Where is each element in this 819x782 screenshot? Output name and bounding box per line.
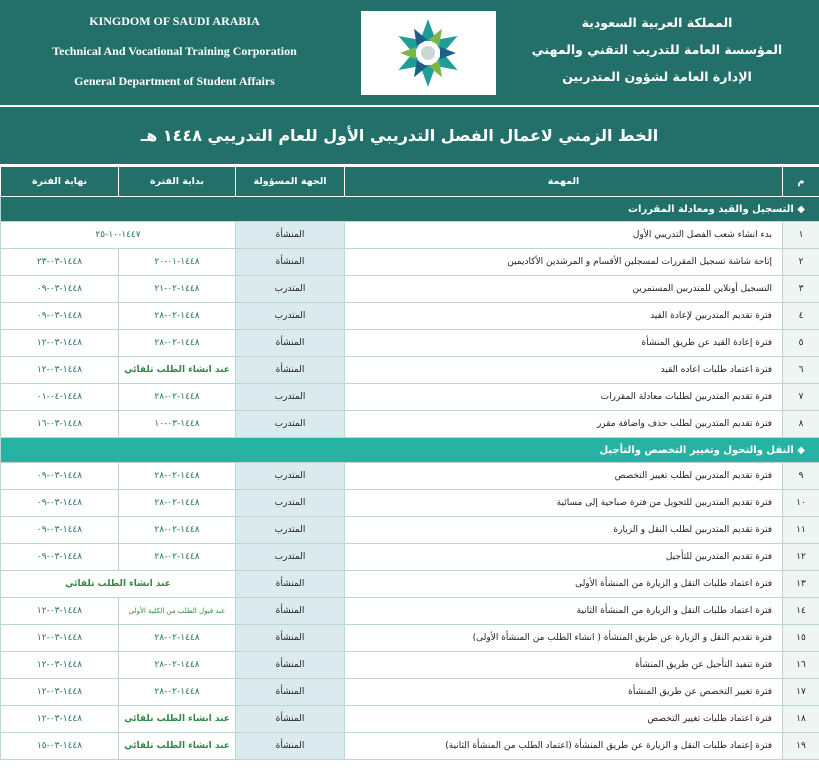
period-end-cell: ١٤٤٨-٠٣-١٢	[1, 357, 119, 384]
row-number-cell: ١٩	[783, 733, 819, 760]
period-end-cell: ١٤٤٨-٠٣-١٢	[1, 652, 119, 679]
period-end-cell: ١٤٤٨-٠٣-١٦	[1, 411, 119, 438]
page-title-text: الخط الزمني لاعمال الفصل التدريبي الأول للعام التدريبي ١٤٤٨ هـ	[140, 126, 659, 145]
row-number-cell: ١٥	[783, 625, 819, 652]
task-cell: فترة تقديم المتدربين لطلب حذف واضافة مقرر	[345, 411, 783, 438]
row-number-cell: ١	[783, 222, 819, 249]
period-end-cell: ١٤٤٨-٠٣-١٥	[1, 733, 119, 760]
row-number-cell: ١٦	[783, 652, 819, 679]
diamond-icon: ◆	[793, 203, 805, 215]
row-number-cell: ١٣	[783, 571, 819, 598]
row-number-cell: ١٨	[783, 706, 819, 733]
period-end-cell: ١٤٤٨-٠٣-٠٩	[1, 276, 119, 303]
row-number-cell: ٨	[783, 411, 819, 438]
task-cell: فترة تقديم المتدربين لإعادة القيد	[345, 303, 783, 330]
diamond-icon: ◆	[793, 444, 805, 456]
task-cell: التسجيل أونلاين للمتدربين المستمرين	[345, 276, 783, 303]
period-start-cell: ١٤٤٨-٠٢-٢١	[119, 276, 236, 303]
section-title: النقل والتحول وتغيير التخصص والتأجيل	[599, 444, 794, 456]
period-start-cell: ١٤٤٨-٠٢-٢٨	[119, 303, 236, 330]
period-end-cell: ١٤٤٨-٠٣-٠٩	[1, 303, 119, 330]
period-start-cell: ١٤٤٨-٠٣-١٠	[119, 411, 236, 438]
table-row	[1, 463, 819, 490]
task-cell: فترة تغيير التخصص عن طريق المنشأة	[345, 679, 783, 706]
period-start-cell: ١٤٤٨-٠٢-٢٨	[119, 544, 236, 571]
table-row	[1, 222, 819, 249]
responsible-cell: المنشأة	[236, 330, 345, 357]
responsible-cell: المنشأة	[236, 625, 345, 652]
table-row	[1, 357, 819, 384]
table-row	[1, 384, 819, 411]
table-row	[1, 652, 819, 679]
responsible-cell: المنشأة	[236, 733, 345, 760]
period-end-cell: ١٤٤٨-٠٣-٢٣	[1, 249, 119, 276]
row-number-cell: ١١	[783, 517, 819, 544]
row-number-cell: ٤	[783, 303, 819, 330]
period-start-cell: عند قبول الطلب من الكلية الأولى	[119, 598, 236, 625]
task-cell: فترة تقديم النقل و الزيارة عن طريق المنشأة ( انشاء الطلب من المنشأة الأولى)	[345, 625, 783, 652]
table-row	[1, 303, 819, 330]
task-cell: فترة اعتماد طلبات النقل و الزيارة من المنشأة الثانية	[345, 598, 783, 625]
period-end-cell: ١٤٤٨-٠٣-١٢	[1, 598, 119, 625]
timeline-table-body	[1, 167, 819, 760]
responsible-cell: المتدرب	[236, 463, 345, 490]
period-end-cell: ١٤٤٨-٠٤-٠١	[1, 384, 119, 411]
task-cell: فترة تقديم المتدربين للتحويل من فترة صباحية إلى مسائية	[345, 490, 783, 517]
period-start-cell: ١٤٤٨-٠٢-٢٨	[119, 625, 236, 652]
task-cell: فترة تقديم المتدربين لطلب النقل و الزيارة	[345, 517, 783, 544]
task-cell: فترة اعتماد طلبات اعاده القيد	[345, 357, 783, 384]
task-cell: فترة إعادة القيد عن طريق المنشأة	[345, 330, 783, 357]
column-start: بداية الفترة	[119, 167, 236, 197]
responsible-cell: المنشأة	[236, 249, 345, 276]
table-row	[1, 571, 819, 598]
responsible-cell: المتدرب	[236, 517, 345, 544]
row-number-cell: ١٢	[783, 544, 819, 571]
period-start-cell: ١٤٤٨-٠٢-٢٨	[119, 490, 236, 517]
english-corporation: Technical And Vocational Training Corporation	[52, 44, 297, 58]
task-cell: فترة إعتماد طلبات النقل و الزيارة عن طريق المنشأة (اعتماد الطلب من المنشأة الثانية)	[345, 733, 783, 760]
column-responsible: الجهة المسؤولة	[236, 167, 345, 197]
section-header-row	[1, 438, 819, 463]
task-cell: فترة تقديم المتدربين لطلبات معادلة المقررات	[345, 384, 783, 411]
period-start-cell: عند انشاء الطلب تلقائي	[119, 357, 236, 384]
responsible-cell: المتدرب	[236, 411, 345, 438]
task-cell: فترة تنفيذ التأجيل عن طريق المنشأة	[345, 652, 783, 679]
table-row	[1, 598, 819, 625]
table-row	[1, 276, 819, 303]
period-end-cell: ١٤٤٨-٠٣-١٢	[1, 679, 119, 706]
row-number-cell: ٣	[783, 276, 819, 303]
table-row	[1, 249, 819, 276]
section-header	[1, 438, 819, 463]
row-number-cell: ٦	[783, 357, 819, 384]
period-merged-cell: ١٤٤٧-١٠-٢٥	[1, 222, 236, 249]
arabic-country: المملكة العربية السعودية	[581, 15, 733, 30]
responsible-cell: المنشأة	[236, 706, 345, 733]
row-number-cell: ١٠	[783, 490, 819, 517]
row-number-cell: ٢	[783, 249, 819, 276]
row-number-cell: ١٧	[783, 679, 819, 706]
column-header-row	[1, 167, 819, 197]
period-merged-cell: عند انشاء الطلب تلقائي	[1, 571, 236, 598]
table-row	[1, 330, 819, 357]
task-cell: فترة اعتماد طلبات تغيير التخصص	[345, 706, 783, 733]
row-number-cell: ٩	[783, 463, 819, 490]
responsible-cell: المتدرب	[236, 544, 345, 571]
responsible-cell: المنشأة	[236, 679, 345, 706]
period-end-cell: ١٤٤٨-٠٣-٠٩	[1, 490, 119, 517]
period-start-cell: عند انشاء الطلب تلقائي	[119, 706, 236, 733]
row-number-cell: ٧	[783, 384, 819, 411]
column-task: المهمة	[345, 167, 783, 197]
task-cell: فترة اعتماد طلبات النقل و الزيارة من المنشأة الأولى	[345, 571, 783, 598]
table-row	[1, 625, 819, 652]
period-start-cell: ١٤٤٨-٠٢-٢٨	[119, 330, 236, 357]
responsible-cell: المنشأة	[236, 652, 345, 679]
responsible-cell: المتدرب	[236, 490, 345, 517]
period-start-cell: ١٤٤٨-٠٢-٢٨	[119, 652, 236, 679]
page-title	[0, 107, 819, 164]
english-country: KINGDOM OF SAUDI ARABIA	[89, 14, 260, 28]
section-header-row	[1, 197, 819, 222]
english-header	[0, 0, 349, 105]
section-header	[1, 197, 819, 222]
row-number-cell: ٥	[783, 330, 819, 357]
task-cell: بدء انشاء شعب الفصل التدريبي الأول	[345, 222, 783, 249]
task-cell: فترة تقديم المتدربين لطلب تغيير التخصص	[345, 463, 783, 490]
responsible-cell: المتدرب	[236, 303, 345, 330]
period-end-cell: ١٤٤٨-٠٣-١٢	[1, 625, 119, 652]
table-row	[1, 517, 819, 544]
table-row	[1, 411, 819, 438]
period-end-cell: ١٤٤٨-٠٣-١٢	[1, 706, 119, 733]
page-header	[0, 0, 819, 105]
row-number-cell: ١٤	[783, 598, 819, 625]
period-start-cell: عند انشاء الطلب تلقائي	[119, 733, 236, 760]
column-end: نهاية الفترة	[1, 167, 119, 197]
column-num: م	[783, 167, 819, 197]
period-start-cell: ١٤٤٨-٠٢-٢٨	[119, 463, 236, 490]
period-start-cell: ١٤٤٨-٠٢-٢٨	[119, 517, 236, 544]
period-start-cell: ١٤٤٨-٠٢-٢٨	[119, 679, 236, 706]
section-title: التسجيل والقيد ومعادلة المقررات	[627, 203, 794, 215]
period-end-cell: ١٤٤٨-٠٣-٠٩	[1, 544, 119, 571]
table-row	[1, 544, 819, 571]
table-row	[1, 490, 819, 517]
responsible-cell: المتدرب	[236, 384, 345, 411]
arabic-corporation: المؤسسة العامة للتدريب التقني والمهني	[531, 42, 783, 57]
period-end-cell: ١٤٤٨-٠٣-١٢	[1, 330, 119, 357]
responsible-cell: المنشأة	[236, 571, 345, 598]
arabic-header	[507, 0, 807, 105]
tvtc-logo-icon	[361, 11, 496, 95]
period-start-cell: ١٤٤٨-٠٢-٢٨	[119, 384, 236, 411]
task-cell: إتاحة شاشة تسجيل المقررات لمسجلين الأقسام و المرشدين الأكاديمين	[345, 249, 783, 276]
table-row	[1, 706, 819, 733]
responsible-cell: المنشأة	[236, 357, 345, 384]
period-start-cell: ١٤٤٨-٠١-٢٠	[119, 249, 236, 276]
task-cell: فترة تقديم المتدربين للتأجيل	[345, 544, 783, 571]
period-end-cell: ١٤٤٨-٠٣-٠٩	[1, 517, 119, 544]
table-row	[1, 733, 819, 760]
responsible-cell: المتدرب	[236, 276, 345, 303]
responsible-cell: المنشأة	[236, 222, 345, 249]
timeline-table	[0, 166, 819, 760]
responsible-cell: المنشأة	[236, 598, 345, 625]
english-department: General Department of Student Affairs	[74, 74, 275, 88]
table-row	[1, 679, 819, 706]
period-end-cell: ١٤٤٨-٠٣-٠٩	[1, 463, 119, 490]
arabic-department: الإدارة العامة لشؤون المتدربين	[562, 69, 752, 84]
